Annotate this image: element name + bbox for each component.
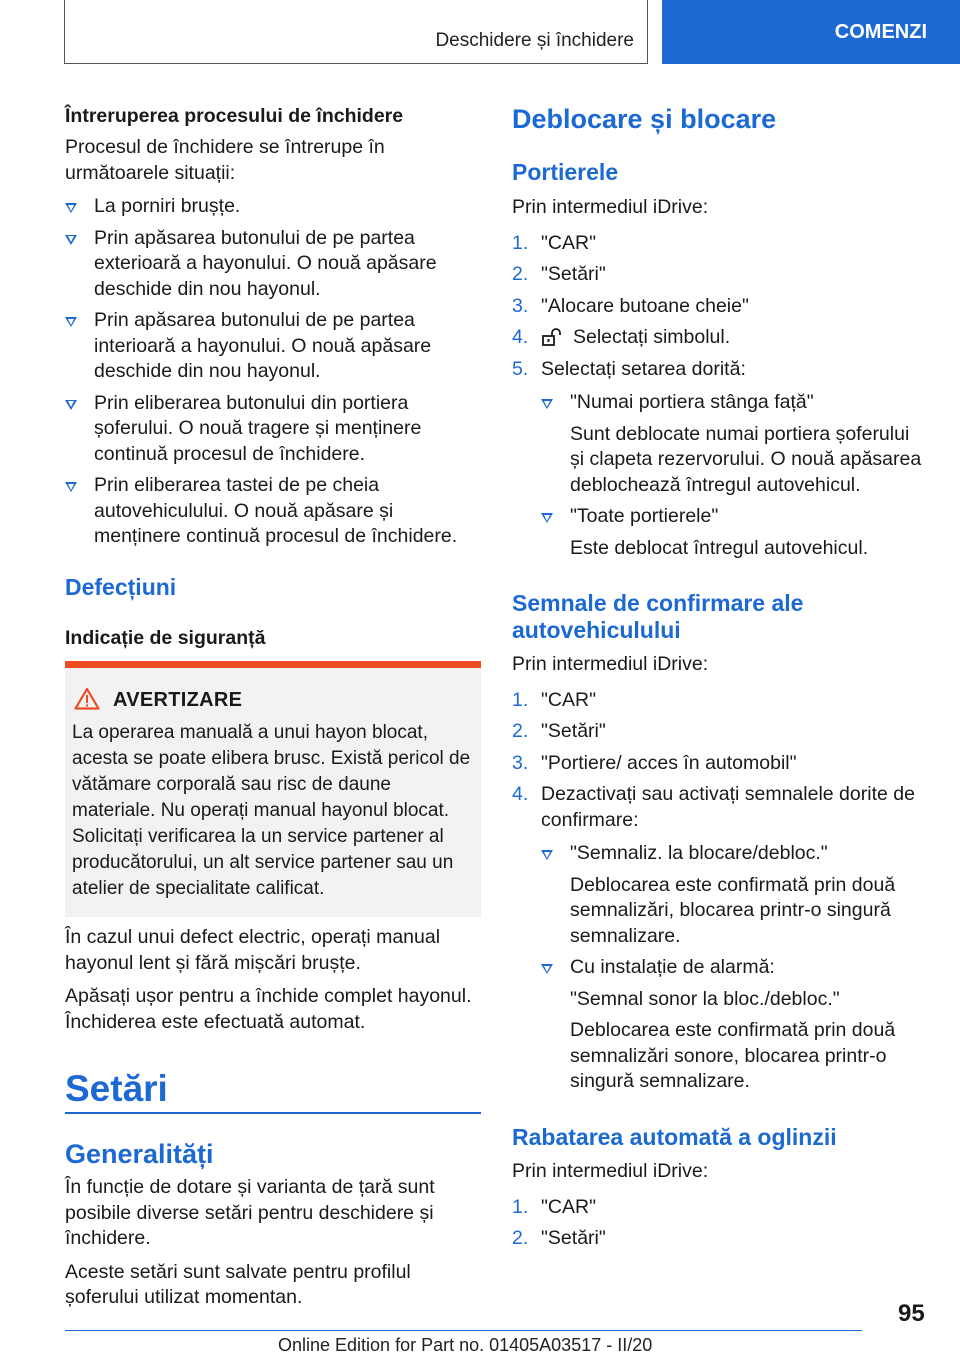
unlock-heading: Deblocare și blocare bbox=[512, 104, 777, 134]
general-section bbox=[65, 1175, 481, 1311]
unlock-key-icon bbox=[541, 328, 563, 346]
defects-heading: Defecțiuni bbox=[65, 574, 177, 600]
list-item: La porniri brușțe. bbox=[65, 194, 481, 220]
option-item: Cu instalație de alarmă: "Semnal sonor la bloc./debloc." Deblocarea este confirmată prin două semnalizări sonore, blocarea printr-o singură semnalizare. bbox=[541, 955, 928, 1095]
interrupt-intro: Procesul de închidere se întrerupe în următoarele situații: bbox=[65, 136, 385, 184]
electric-defect-section bbox=[65, 925, 481, 1035]
mirrors-steps bbox=[512, 1195, 928, 1252]
electric-defect-text: În cazul unui defect electric, operați manual hayonul lent și fără mișcări brușțe. bbox=[65, 926, 441, 974]
list-item: 1. "CAR" bbox=[512, 231, 597, 254]
list-item: 4. Dezactivați sau activați semnalele dorite de confirmare: "Semnaliz. la blocare/debloc." Deblocarea este confirmată prin două semnalizări, blocarea printr-o singură semnalizare. Cu instalație de alarmă: "Semnal sonor la bloc./debloc." Deblocarea este confirmată prin două semnalizări sonore, blocarea printr-o singură semnalizare. bbox=[512, 782, 928, 1095]
general-text-2: Aceste setări sunt salvate pentru profilul șoferului utilizat momentan. bbox=[65, 1260, 411, 1308]
triangle-bullet-icon bbox=[541, 964, 553, 974]
doors-section bbox=[512, 195, 928, 561]
list-item: 2. "Setări" bbox=[512, 263, 606, 285]
doors-steps bbox=[512, 231, 928, 562]
interrupt-heading: Întreruperea procesului de închidere bbox=[65, 105, 404, 127]
press-text: Apăsați ușor pentru a închide complet hayonul. Închiderea este efectuată automat. bbox=[65, 985, 472, 1033]
triangle-bullet-icon bbox=[541, 399, 553, 409]
list-item: 4. Selectați simbolul. bbox=[512, 326, 731, 348]
warning-text: La operarea manuală a unui hayon blocat, acesta se poate elibera brusc. Există pericol de vătămare corporală sau risc de daune materiale. Nu operați manual hayonul blocat. Solicitați verificarea la un service partener al producătorului, un alt service partener sau un atelier de specialitate calificat. bbox=[72, 722, 471, 899]
list-item: Prin apăsarea butonului de pe partea exterioară a hayonului. O nouă apăsare deschide din nou hayonul. bbox=[65, 226, 481, 303]
section-title: Deschidere și închidere bbox=[435, 30, 634, 51]
page-number: 95 bbox=[898, 1300, 925, 1327]
list-item: Prin eliberarea butonului din portiera șoferului. O nouă tragere și menținere continuă procesul de închidere. bbox=[65, 391, 481, 468]
list-item: 2. "Setări" bbox=[512, 1227, 606, 1249]
mirrors-section bbox=[512, 1159, 928, 1252]
settings-heading: Setări bbox=[65, 1068, 168, 1109]
doors-intro: Prin intermediul iDrive: bbox=[512, 196, 709, 218]
option-item: "Toate portierele" Este deblocat întregul autovehicul. bbox=[541, 504, 928, 561]
footer-rule bbox=[65, 1330, 862, 1331]
warning-title: AVERTIZARE bbox=[113, 689, 243, 711]
option-item: "Numai portiera stânga față" Sunt deblocate numai portiera șoferului și clapeta rezervorului. O nouă apăsarea deblochează întregul autovehicul. bbox=[541, 390, 928, 498]
warning-triangle-icon bbox=[74, 687, 100, 710]
doors-heading: Portierele bbox=[512, 159, 619, 185]
signals-steps bbox=[512, 688, 928, 1095]
mirrors-heading: Rabatarea automată a oglinzii bbox=[512, 1124, 837, 1150]
edition-footer: Online Edition for Part no. 01405A03517 - II/20 bbox=[278, 1335, 653, 1355]
general-text-1: În funcție de dotare și varianta de țară sunt posibile diverse setări pentru deschidere și închidere. bbox=[65, 1176, 435, 1249]
triangle-bullet-icon bbox=[65, 317, 77, 327]
signals-options bbox=[541, 841, 928, 1095]
settings-rule bbox=[65, 1112, 481, 1114]
triangle-bullet-icon bbox=[65, 235, 77, 245]
list-item: 1. "CAR" bbox=[512, 688, 597, 711]
triangle-bullet-icon bbox=[65, 400, 77, 410]
triangle-bullet-icon bbox=[65, 203, 77, 213]
list-item: Prin eliberarea tastei de pe cheia autovehiculului. O nouă apăsare și menținere continuă procesul de închidere. bbox=[65, 473, 481, 550]
signals-intro: Prin intermediul iDrive: bbox=[512, 653, 709, 675]
triangle-bullet-icon bbox=[541, 513, 553, 523]
mirrors-intro: Prin intermediul iDrive: bbox=[512, 1160, 709, 1182]
list-item: 3. "Alocare butoane cheie" bbox=[512, 294, 749, 317]
list-item: 5. Selectați setarea dorită: "Numai portiera stânga față" Sunt deblocate numai portiera șoferului și clapeta rezervorului. O nouă apăsarea deblochează întregul autovehicul. "Toate portierele" Este deblocat întregul autovehicul. bbox=[512, 357, 928, 562]
triangle-bullet-icon bbox=[541, 850, 553, 860]
chapter-tab-label: COMENZI bbox=[834, 20, 927, 43]
list-item: 1. "CAR" bbox=[512, 1195, 597, 1218]
doors-options bbox=[541, 390, 928, 561]
chapter-tab[interactable] bbox=[662, 0, 960, 64]
list-item: 2. "Setări" bbox=[512, 720, 606, 742]
warning-bar bbox=[65, 661, 481, 668]
interrupt-list bbox=[65, 194, 481, 550]
signals-section bbox=[512, 652, 928, 1095]
list-item: Prin apăsarea butonului de pe partea interioară a hayonului. O nouă apăsare deschide din nou hayonul. bbox=[65, 308, 481, 385]
list-item: 3. "Portiere/ acces în automobil" bbox=[512, 751, 797, 774]
signals-heading: Semnale de confirmare ale autovehiculului bbox=[512, 590, 804, 643]
general-heading: Generalități bbox=[65, 1139, 214, 1169]
safety-heading: Indicație de siguranță bbox=[65, 627, 266, 649]
triangle-bullet-icon bbox=[65, 482, 77, 492]
option-item: "Semnaliz. la blocare/debloc." Deblocarea este confirmată prin două semnalizări, blocarea printr-o singură semnalizare. bbox=[541, 841, 928, 949]
interrupt-section bbox=[65, 103, 481, 550]
